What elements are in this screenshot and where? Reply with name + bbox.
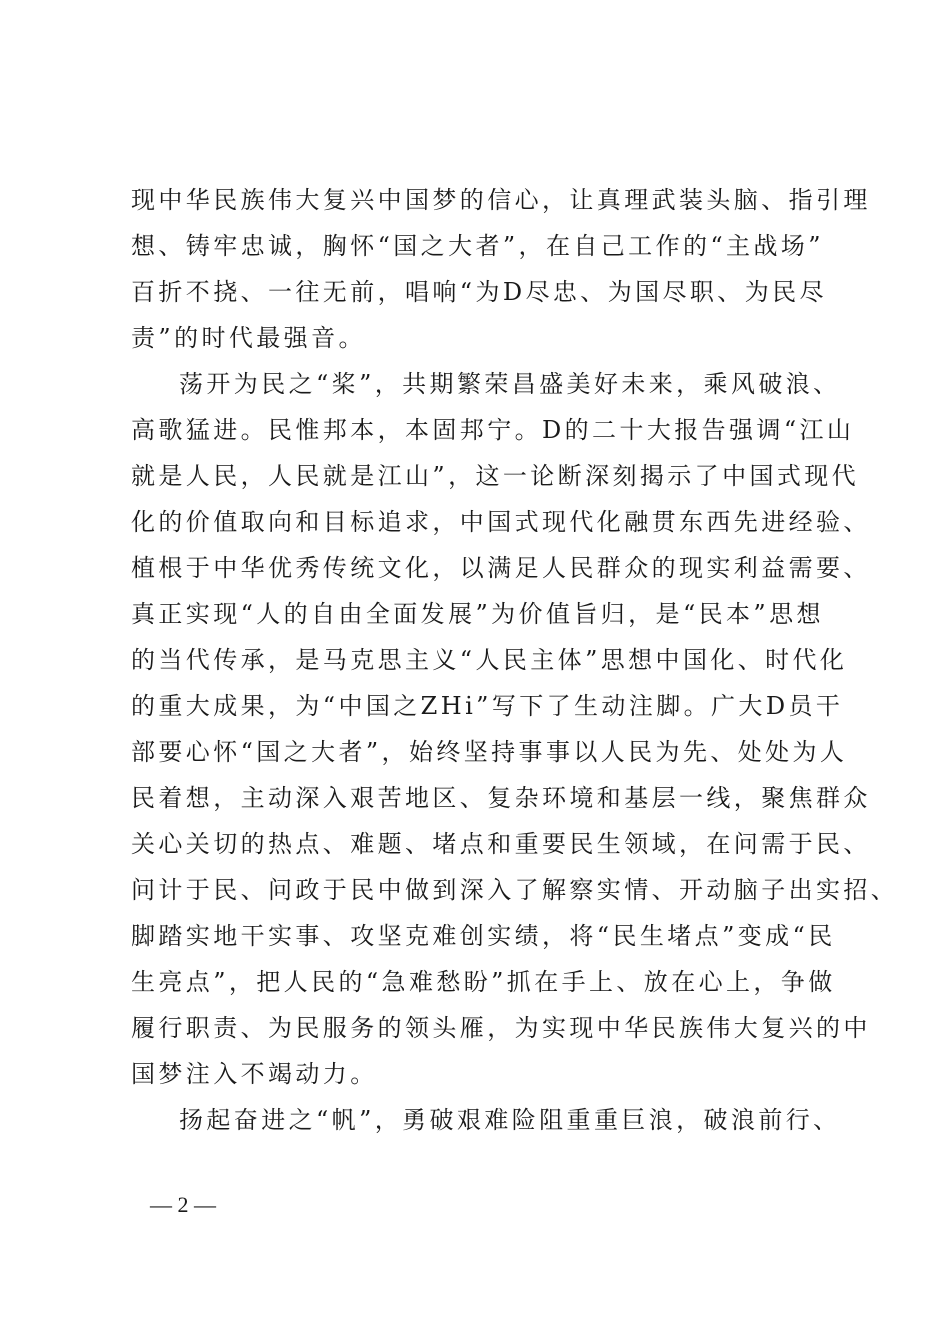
text-line-2: 想、铸牢忠诚，胸怀“国之大者”，在自己工作的“主战场” — [131, 232, 824, 260]
text-line-10: 真正实现“人的自由全面发展”为价值旨归，是“民本”思想 — [131, 600, 824, 628]
text-line-14: 民着想，主动深入艰苦地区、复杂环境和基层一线，聚焦群众 — [131, 784, 871, 812]
text-line-20: 国梦注入不竭动力。 — [131, 1060, 378, 1088]
text-line-15: 关心关切的热点、难题、堵点和重要民生领域，在问需于民、 — [131, 830, 871, 858]
text-line-19: 履行职责、为民服务的领头雁，为实现中华民族伟大复兴的中 — [131, 1014, 871, 1042]
text-line-8: 化的价值取向和目标追求，中国式现代化融贯东西先进经验、 — [131, 508, 871, 536]
text-line-3: 百折不挠、一往无前，唱响“为D尽忠、为国尽职、为民尽 — [131, 278, 827, 306]
text-line-5: 荡开为民之“桨”，共期繁荣昌盛美好未来，乘风破浪、 — [179, 370, 841, 398]
text-line-1: 现中华民族伟大复兴中国梦的信心，让真理武装头脑、指引理 — [131, 186, 871, 214]
text-line-13: 部要心怀“国之大者”，始终坚持事事以人民为先、处处为人 — [131, 738, 848, 766]
text-line-11: 的当代传承，是马克思主义“人民主体”思想中国化、时代化 — [131, 646, 848, 674]
text-line-9: 植根于中华优秀传统文化，以满足人民群众的现实利益需要、 — [131, 554, 871, 582]
text-line-17: 脚踏实地干实事、攻坚克难创实绩，将“民生堵点”变成“民 — [131, 922, 836, 950]
page-number: — 2 — — [150, 1192, 216, 1217]
text-line-6: 高歌猛进。民惟邦本，本固邦宁。D的二十大报告强调“江山 — [131, 416, 855, 444]
text-line-18: 生亮点”，把人民的“急难愁盼”抓在手上、放在心上，争做 — [131, 968, 836, 996]
text-line-4: 责”的时代最强音。 — [131, 324, 366, 352]
text-line-16: 问计于民、问政于民中做到深入了解察实情、开动脑子出实招、 — [131, 876, 899, 904]
text-line-12: 的重大成果，为“中国之ZHi”写下了生动注脚。广大D员干 — [131, 692, 844, 720]
text-line-21: 扬起奋进之“帆”，勇破艰难险阻重重巨浪，破浪前行、 — [179, 1106, 841, 1134]
text-line-7: 就是人民，人民就是江山”，这一论断深刻揭示了中国式现代 — [131, 462, 860, 490]
